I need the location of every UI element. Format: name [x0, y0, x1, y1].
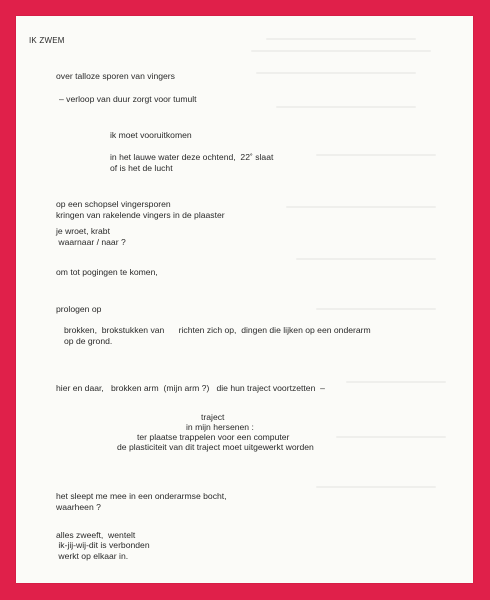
- bleed-through-mark: [336, 436, 446, 438]
- poem-line: de plasticiteit van dit traject moet uitgewerkt worden: [117, 442, 314, 452]
- bleed-through-mark: [316, 308, 436, 310]
- bleed-through-mark: [346, 381, 446, 383]
- bleed-through-mark: [276, 106, 416, 108]
- poem-line: om tot pogingen te komen,: [56, 267, 158, 277]
- bleed-through-mark: [316, 154, 436, 156]
- bleed-through-mark: [296, 258, 436, 260]
- poem-line: op de grond.: [64, 336, 113, 346]
- poem-line: ik-jij-wij-dit is verbonden: [56, 540, 150, 550]
- poem-line: – verloop van duur zorgt voor tumult: [59, 94, 197, 104]
- poem-line: kringen van rakelende vingers in de plaaster: [56, 210, 225, 220]
- poem-line: ik moet vooruitkomen: [110, 130, 192, 140]
- poem-line: waarnaar / naar ?: [56, 237, 126, 247]
- poem-line: waarheen ?: [56, 502, 101, 512]
- bleed-through-mark: [256, 72, 416, 74]
- poem-line: hier en daar, brokken arm (mijn arm ?) die hun traject voortzetten –: [56, 383, 325, 393]
- poem-line: of is het de lucht: [110, 163, 173, 173]
- poem-page: [16, 16, 473, 583]
- bleed-through-mark: [316, 486, 436, 488]
- poem-line: werkt op elkaar in.: [56, 551, 129, 561]
- poem-line: alles zweeft, wentelt: [56, 530, 136, 540]
- poem-line: het sleept me mee in een onderarmse bocht,: [56, 491, 227, 501]
- poem-line: in mijn hersenen :: [186, 422, 254, 432]
- poem-line: over talloze sporen van vingers: [56, 71, 175, 81]
- bleed-through-mark: [251, 50, 431, 52]
- poem-title: IK ZWEM: [29, 36, 65, 45]
- poem-line: traject: [201, 412, 225, 422]
- poem-line: op een schopsel vingersporen: [56, 199, 171, 209]
- bleed-through-mark: [266, 38, 416, 40]
- poem-line: brokken, brokstukken van richten zich op, dingen die lijken op een onderarm: [64, 325, 371, 335]
- poem-line: prologen op: [56, 304, 102, 314]
- poem-line: ter plaatse trappelen voor een computer: [137, 432, 290, 442]
- poem-line: je wroet, krabt: [56, 226, 110, 236]
- poem-line: in het lauwe water deze ochtend, 22˚ slaat: [110, 152, 274, 162]
- bleed-through-mark: [286, 206, 436, 208]
